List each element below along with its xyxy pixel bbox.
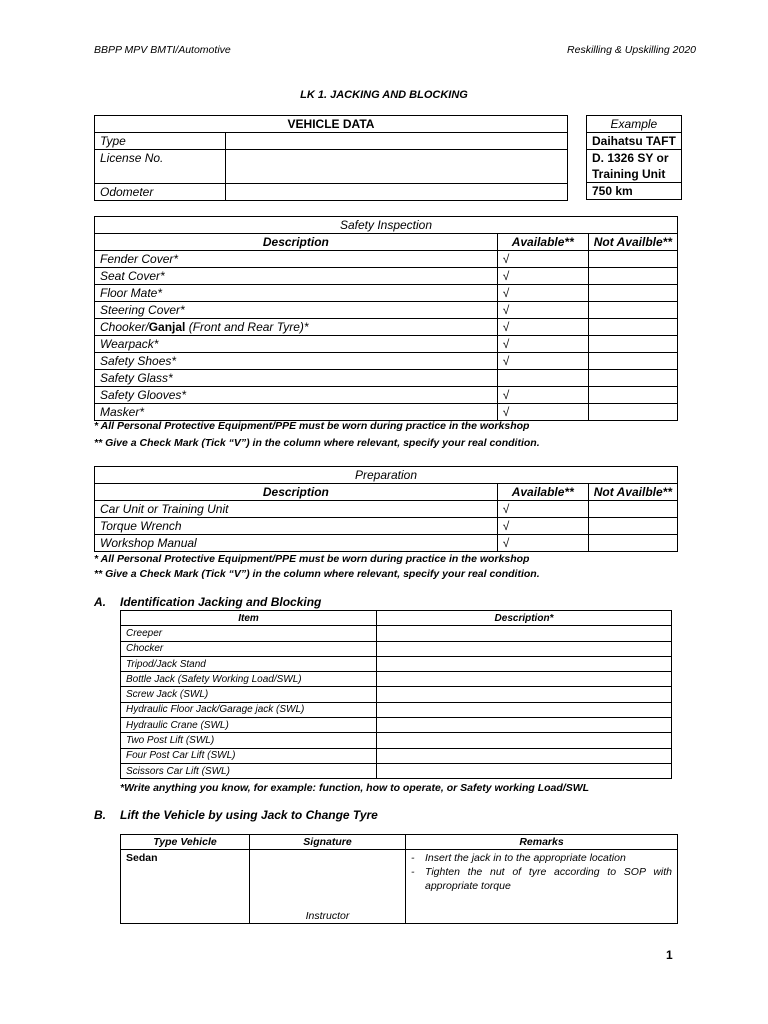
signature-label: Instructor: [305, 910, 350, 922]
table-row: Four Post Car Lift (SWL): [121, 748, 672, 763]
identification-table: [120, 610, 672, 779]
section-b-title: Lift the Vehicle by using Jack to Change Tyre: [120, 808, 378, 822]
available-check[interactable]: √: [497, 336, 588, 353]
available-check[interactable]: √: [497, 302, 588, 319]
not-available-cell[interactable]: [588, 251, 677, 268]
example-license: D. 1326 SY or Training Unit: [587, 150, 682, 183]
available-check[interactable]: √: [497, 501, 588, 518]
not-available-cell[interactable]: [588, 370, 677, 387]
not-available-cell[interactable]: [588, 302, 677, 319]
table-row: Hydraulic Floor Jack/Garage jack (SWL): [121, 702, 672, 717]
available-check[interactable]: √: [497, 319, 588, 336]
not-available-cell[interactable]: [588, 285, 677, 302]
remark-item: - Insert the jack in to the appropriate location: [411, 852, 626, 864]
table-row: Hydraulic Crane (SWL): [121, 718, 672, 733]
page-title: LK 1. JACKING AND BLOCKING: [300, 89, 468, 101]
table-row: Scissors Car Lift (SWL): [121, 763, 672, 778]
col-available: Available**: [497, 234, 588, 251]
description-cell[interactable]: [377, 626, 672, 641]
table-row: Bottle Jack (Safety Working Load/SWL): [121, 672, 672, 687]
col-description: Description*: [377, 611, 672, 626]
table-row: Masker* √: [95, 404, 678, 421]
description-cell[interactable]: [377, 672, 672, 687]
description-cell[interactable]: [377, 748, 672, 763]
check-note: ** Give a Check Mark (Tick “V”) in the column where relevant, specify your real condition.: [94, 437, 540, 449]
description-cell[interactable]: [377, 763, 672, 778]
vehicle-data-label: License No.: [95, 150, 226, 184]
available-check[interactable]: √: [497, 404, 588, 421]
vehicle-data-value[interactable]: [226, 133, 568, 150]
preparation-table: [94, 466, 678, 552]
section-a-letter: A.: [94, 595, 106, 609]
not-available-cell[interactable]: [588, 268, 677, 285]
table-row: Safety Glooves* √: [95, 387, 678, 404]
available-check[interactable]: √: [497, 387, 588, 404]
description-cell[interactable]: [377, 733, 672, 748]
table-row: Car Unit or Training Unit √: [95, 501, 678, 518]
preparation-caption: Preparation: [95, 467, 678, 484]
vehicle-data-label: Type: [95, 133, 226, 150]
table-row: Workshop Manual √: [95, 535, 678, 552]
table-row: Seat Cover* √: [95, 268, 678, 285]
header-right: Reskilling & Upskilling 2020: [567, 44, 696, 56]
remarks-cell: [406, 850, 678, 924]
example-heading: Example: [587, 116, 682, 133]
remark-item: - Tighten the nut of tyre according to SOP with appropriate torque: [411, 866, 672, 892]
not-available-cell[interactable]: [588, 501, 677, 518]
example-table: [586, 115, 682, 200]
section-a-title: Identification Jacking and Blocking: [120, 595, 322, 609]
col-available: Available**: [497, 484, 588, 501]
example-odometer: 750 km: [587, 183, 682, 200]
description-cell[interactable]: [377, 702, 672, 717]
available-check[interactable]: √: [497, 535, 588, 552]
not-available-cell[interactable]: [588, 319, 677, 336]
table-row: Wearpack* √: [95, 336, 678, 353]
table-row: Steering Cover* √: [95, 302, 678, 319]
signature-cell[interactable]: [250, 850, 406, 924]
vehicle-data-label: Odometer: [95, 184, 226, 201]
table-row: Safety Glass*: [95, 370, 678, 387]
table-row: Torque Wrench √: [95, 518, 678, 535]
col-signature: Signature: [250, 835, 406, 850]
table-row: Chooker/Ganjal (Front and Rear Tyre)* √: [95, 319, 678, 336]
col-type-vehicle: Type Vehicle: [121, 835, 250, 850]
table-row: Chocker: [121, 641, 672, 656]
header-left: BBPP MPV BMTI/Automotive: [94, 44, 231, 56]
safety-caption: Safety Inspection: [95, 217, 678, 234]
table-row: Screw Jack (SWL): [121, 687, 672, 702]
not-available-cell[interactable]: [588, 518, 677, 535]
col-remarks: Remarks: [406, 835, 678, 850]
available-check[interactable]: [497, 370, 588, 387]
section-b-letter: B.: [94, 808, 106, 822]
ppe-note: * All Personal Protective Equipment/PPE must be worn during practice in the workshop: [94, 553, 530, 565]
table-row: Safety Shoes* √: [95, 353, 678, 370]
lift-vehicle-table: [120, 834, 678, 924]
vehicle-type-cell: Sedan: [121, 850, 250, 924]
col-item: Item: [121, 611, 377, 626]
description-cell[interactable]: [377, 718, 672, 733]
not-available-cell[interactable]: [588, 404, 677, 421]
vehicle-data-table: [94, 115, 568, 201]
table-row: Tripod/Jack Stand: [121, 656, 672, 671]
table-row: Creeper: [121, 626, 672, 641]
safety-inspection-table: [94, 216, 678, 421]
check-note: ** Give a Check Mark (Tick “V”) in the column where relevant, specify your real condition.: [94, 568, 540, 580]
table-row: Floor Mate* √: [95, 285, 678, 302]
page-number: 1: [666, 948, 673, 962]
table-row: Two Post Lift (SWL): [121, 733, 672, 748]
available-check[interactable]: √: [497, 353, 588, 370]
col-description: Description: [95, 234, 498, 251]
available-check[interactable]: √: [497, 268, 588, 285]
col-description: Description: [95, 484, 498, 501]
section-a-note: *Write anything you know, for example: function, how to operate, or Safety working Load/SWL: [120, 782, 590, 794]
not-available-cell[interactable]: [588, 535, 677, 552]
col-not-available: Not Availble**: [588, 484, 677, 501]
description-cell[interactable]: [377, 641, 672, 656]
col-not-available: Not Availble**: [588, 234, 677, 251]
vehicle-data-value[interactable]: [226, 184, 568, 201]
vehicle-data-value[interactable]: [226, 150, 568, 184]
table-row: [121, 850, 678, 924]
table-row: Fender Cover* √: [95, 251, 678, 268]
not-available-cell[interactable]: [588, 336, 677, 353]
description-cell[interactable]: [377, 656, 672, 671]
not-available-cell[interactable]: [588, 387, 677, 404]
description-cell[interactable]: [377, 687, 672, 702]
available-check[interactable]: √: [497, 251, 588, 268]
example-type: Daihatsu TAFT: [587, 133, 682, 150]
not-available-cell[interactable]: [588, 353, 677, 370]
available-check[interactable]: √: [497, 285, 588, 302]
vehicle-data-heading: VEHICLE DATA: [95, 116, 568, 133]
available-check[interactable]: √: [497, 518, 588, 535]
ppe-note: * All Personal Protective Equipment/PPE must be worn during practice in the workshop: [94, 420, 530, 432]
